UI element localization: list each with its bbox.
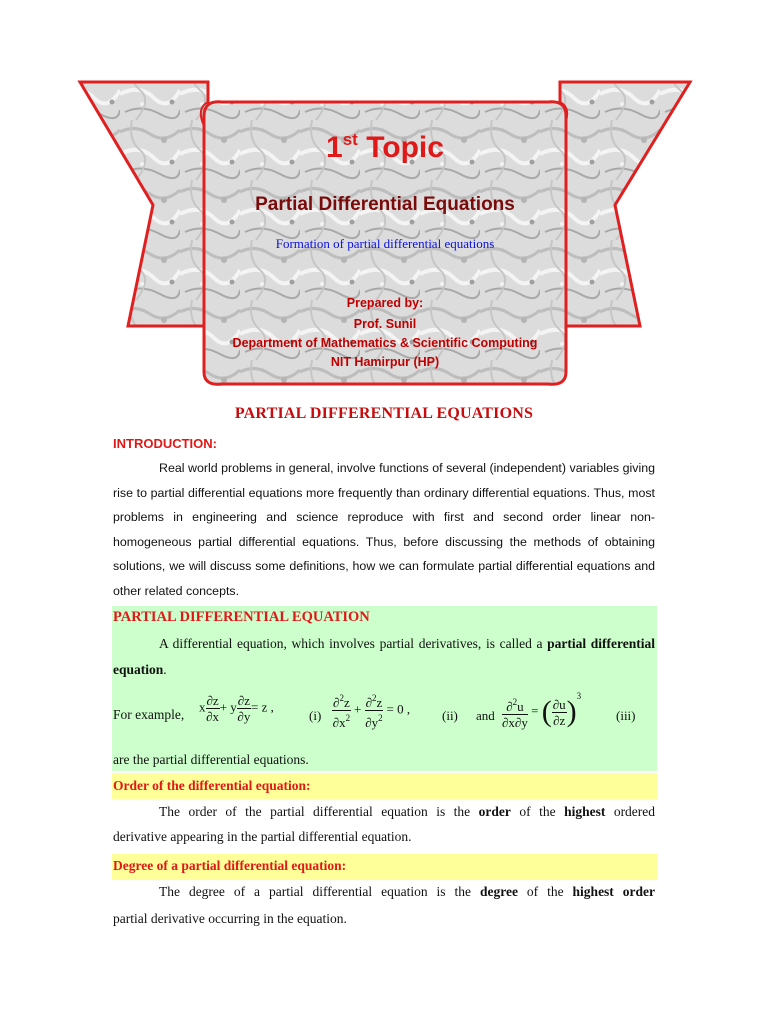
institute-name: NIT Hamirpur (HP) [330,355,440,369]
topic-word: Topic [366,131,444,164]
department-name: Department of Mathematics & Scientific Computing [232,336,538,350]
pde-definition-end: . [163,662,167,677]
order-text-3: ordered [613,804,656,819]
pde-definition [113,631,655,683]
pde-definition-term: partial differential equation [113,636,656,677]
example-label: For example, [113,707,185,722]
highest-order-term: highest order [572,884,655,899]
order-text-1: The order of the partial differential equation is the [159,804,471,819]
degree-definition [113,879,655,905]
title-banner [0,0,768,400]
order-definition-line2: derivative appearing in the partial differential equation. [113,829,412,844]
order-text-2: of the [519,804,556,819]
equation-3: $\frac{\partial^2u}{\partial x\partial y}$ = ( $\frac{\partial u}{\partial z}$ )$^3$ [502,691,582,730]
degree-heading: Degree of a partial differential equation: [113,858,347,873]
degree-text-2: of the [526,884,564,899]
order-heading: Order of the differential equation: [113,778,311,793]
introduction-heading: INTRODUCTION: [113,436,217,451]
degree-definition-line2: partial derivative occurring in the equation. [113,911,347,926]
page-title: PARTIAL DIFFERENTIAL EQUATIONS [234,405,534,422]
degree-term: degree [479,884,518,899]
degree-text-1: The degree of a partial differential equation is the [159,884,471,899]
and-word: and [476,708,495,723]
topic-heading [200,130,570,165]
equation-1: x $\frac{\partial z}{\partial x}$ + y $\frac{\partial z}{\partial y}$ = z , [199,693,274,724]
introduction-text: Real world problems in general, involve functions of several (independent) variables giving rise to partial differential equations more frequently than ordinary differential equations. Thus, most problems in engineering and science reproduce with first and second order linear non-homogeneous partial differential equations. Thus, before discussing the methods of obtaining solutions, we will discuss some definitions, how we can formulate partial differential equations and other related concepts. [113,461,655,598]
banner-title: Partial Differential Equations [255,194,515,215]
order-term: order [478,804,511,819]
banner-subtitle: Formation of partial differential equations [275,236,495,251]
topic-ordinal: st [342,130,358,149]
eq-label-2: (ii) [442,708,458,723]
pde-closing: are the partial differential equations. [113,752,309,767]
eq-label-1: (i) [309,708,322,723]
introduction-paragraph [113,456,655,604]
order-definition [113,799,655,825]
author-name: Prof. Sunil [353,317,417,331]
highest-term: highest [564,804,606,819]
pde-heading: PARTIAL DIFFERENTIAL EQUATION [113,609,370,625]
equation-2: $\frac{\partial^2z}{\partial x^2}$ + $\frac{\partial^2z}{\partial y^2}$ = 0 , [332,693,411,730]
eq-label-3: (iii) [616,708,636,723]
topic-number: 1 [326,131,343,164]
pde-definition-text: A differential equation, which involves partial derivatives, is called a [159,636,543,651]
prepared-by-label: Prepared by: [346,296,424,310]
